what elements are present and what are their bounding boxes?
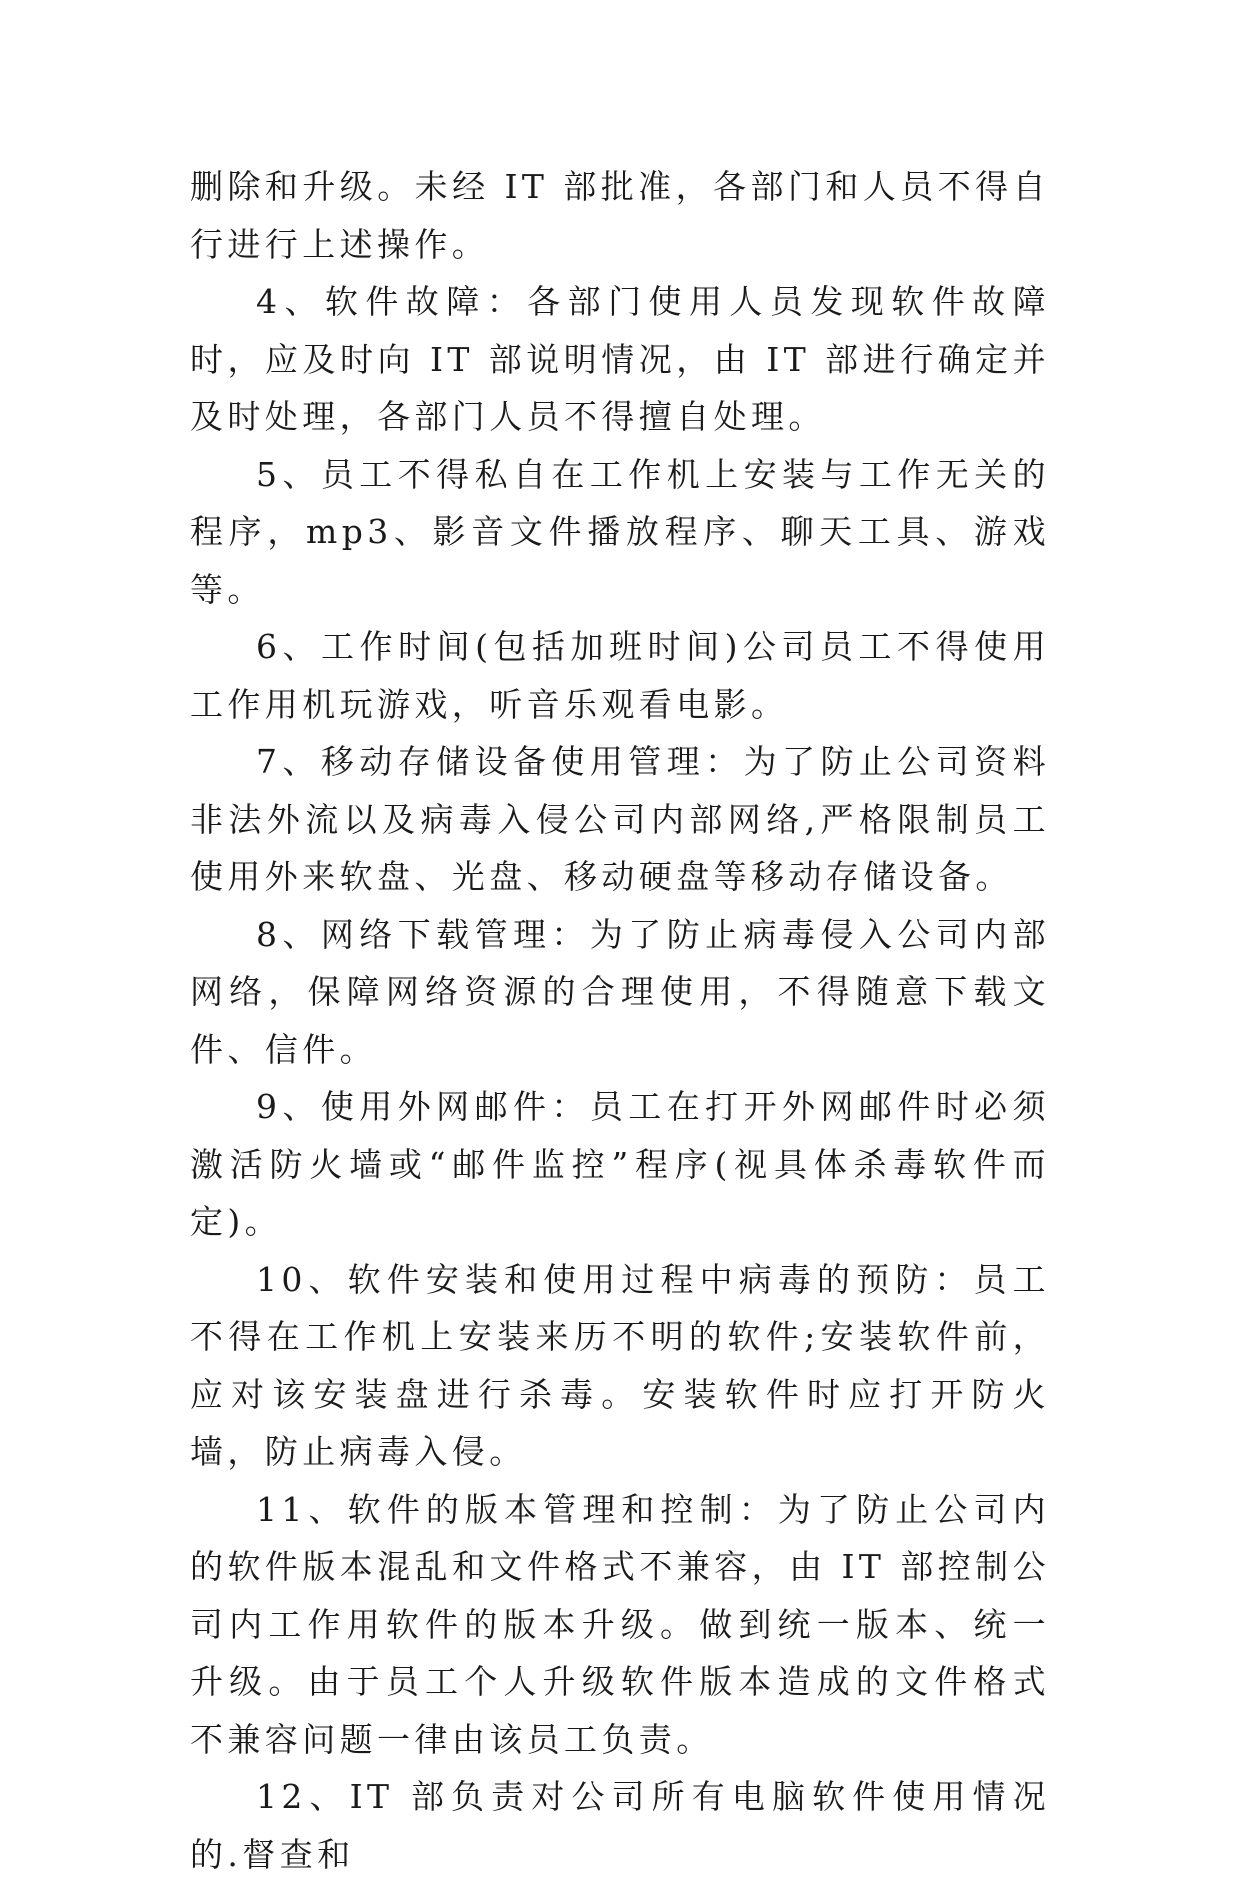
paragraph-item-7: 7、移动存储设备使用管理：为了防止公司资料非法外流以及病毒入侵公司内部网络,严格限制员工使用外来软盘、光盘、移动硬盘等移动存储设备。 (190, 742, 1050, 896)
document-body (190, 158, 1050, 1883)
paragraph-item-4: 4、软件故障：各部门使用人员发现软件故障时，应及时向 IT 部说明情况，由 IT 部进行确定并及时处理，各部门人员不得擅自处理。 (190, 282, 1050, 436)
paragraph-item-6: 6、工作时间(包括加班时间)公司员工不得使用工作用机玩游戏，听音乐观看电影。 (190, 627, 1050, 724)
paragraph-item-8: 8、网络下载管理：为了防止病毒侵入公司内部网络，保障网络资源的合理使用，不得随意下载文件、信件。 (190, 914, 1050, 1069)
paragraph-item-9: 9、使用外网邮件：员工在打开外网邮件时必须激活防火墙或“邮件监控”程序(视具体杀毒软件而定)。 (190, 1087, 1050, 1241)
paragraph-item-11: 11、软件的版本管理和控制：为了防止公司内的软件版本混乱和文件格式不兼容，由 IT 部控制公司内工作用软件的版本升级。做到统一版本、统一升级。由于员工个人升级软件版本造成的文件格式不兼容问题一律由该员工负责。 (190, 1489, 1050, 1759)
paragraph-continuation: 删除和升级。未经 IT 部批准，各部门和人员不得自行进行上述操作。 (190, 167, 1050, 264)
paragraph-item-12: 12、IT 部负责对公司所有电脑软件使用情况的.督查和 (190, 1777, 1050, 1874)
paragraph-item-10: 10、软件安装和使用过程中病毒的预防：员工不得在工作机上安装来历不明的软件;安装软件前，应对该安装盘进行杀毒。安装软件时应打开防火墙，防止病毒入侵。 (190, 1259, 1050, 1471)
paragraph-item-5: 5、员工不得私自在工作机上安装与工作无关的程序，mp3、影音文件播放程序、聊天工具、游戏等。 (190, 454, 1050, 609)
